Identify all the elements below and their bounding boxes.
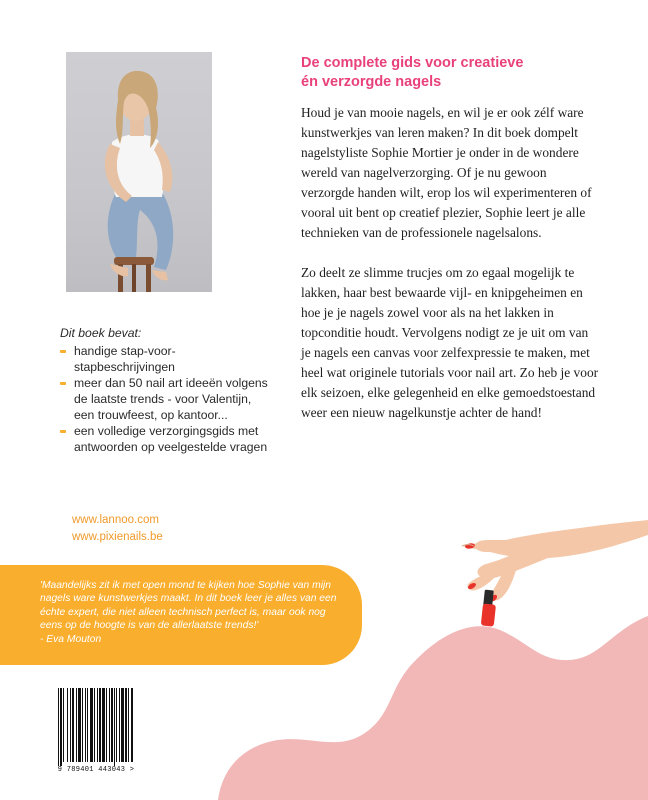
list-item-text: meer dan 50 nail art ideeën volgens de laatste trends - voor Valentijn, een trouwfeest, op kantoor...	[74, 376, 268, 422]
barcode-bar	[63, 688, 64, 762]
barcode-bar	[82, 688, 83, 762]
heading-line-2: én verzorgde nagels	[301, 74, 442, 90]
quote-text: 'Maandelijks zit ik met open mond te kijken hoe Sophie van mijn nagels ware kunstwerkjes maakt. In dit boek leer je alles van een échte expert, die niet alleen technisch perfect is, maar ook nog eens op de hoogte is van de allerlaatste trends!'	[40, 580, 337, 632]
isbn-number: 9 789401 443043 >	[57, 766, 135, 774]
barcode-bar	[116, 688, 117, 762]
barcode-bar	[99, 688, 101, 762]
barcode-bar	[97, 688, 98, 762]
barcode-bar	[72, 688, 74, 762]
barcode-bar	[85, 688, 86, 762]
barcode-bar	[121, 688, 124, 762]
blurb-paragraph-1: Houd je van mooie nagels, en wil je er ook zélf ware kunstwerkjes van leren maken? In dit boek dompelt nagelstyliste Sophie Mortier je onder in de wondere wereld van nagelverzorging. Of je nu gewoon verzorgde handen wilt, erop los wil experimenteren of vooral uit bent op creatief plezier, Sophie leert je alle technieken van de professionele nagelsalons.	[301, 105, 592, 240]
barcode-bar	[109, 688, 110, 762]
barcode-bar	[111, 688, 113, 762]
barcode-bar	[60, 688, 62, 766]
barcode-bar	[114, 688, 115, 766]
quote-author: - Eva Mouton	[40, 633, 102, 645]
barcode-bar	[106, 688, 107, 762]
list-item-text: handige stap-voor-stapbeschrijvingen	[74, 344, 176, 374]
barcode-bar	[90, 688, 93, 762]
barcode-bar	[78, 688, 81, 762]
barcode-bar	[119, 688, 120, 762]
list-item-text: een volledige verzorgingsgids met antwoorden op veelgestelde vragen	[74, 424, 268, 454]
barcode-bar	[67, 688, 68, 762]
barcode-bar	[76, 688, 77, 762]
barcode-bar	[94, 688, 95, 762]
barcode-bar	[128, 688, 129, 762]
barcode-bar	[87, 688, 88, 762]
barcode-bar	[70, 688, 71, 762]
isbn-barcode	[56, 688, 136, 778]
pixienails-link[interactable]: www.pixienails.be	[72, 531, 163, 543]
contents-title: Dit boek bevat:	[60, 326, 142, 340]
blurb-paragraph-2: Zo deelt ze slimme trucjes om zo egaal mogelijk te lakken, haar best bewaarde vijl- en knipgeheimen en hoe je je nagels zowel voor als na het lakken in topconditie houdt. Vervolgens nodigt ze je uit om van je nagels een canvas voor zelfexpressie te maken, met heel wat originele tutorials voor nail art. Zo heb je voor elk seizoen, elke gelegenheid en elke gemoedstoestand weer een nieuw nagelkunstje achter de hand!	[301, 265, 599, 420]
heading-line-1: De complete gids voor creatieve	[301, 55, 524, 71]
barcode-bars	[56, 688, 136, 768]
lannoo-link[interactable]: www.lannoo.com	[72, 514, 159, 526]
barcode-bar	[102, 688, 105, 762]
barcode-bar	[131, 688, 133, 762]
barcode-bar	[58, 688, 59, 766]
barcode-bar	[125, 688, 127, 762]
